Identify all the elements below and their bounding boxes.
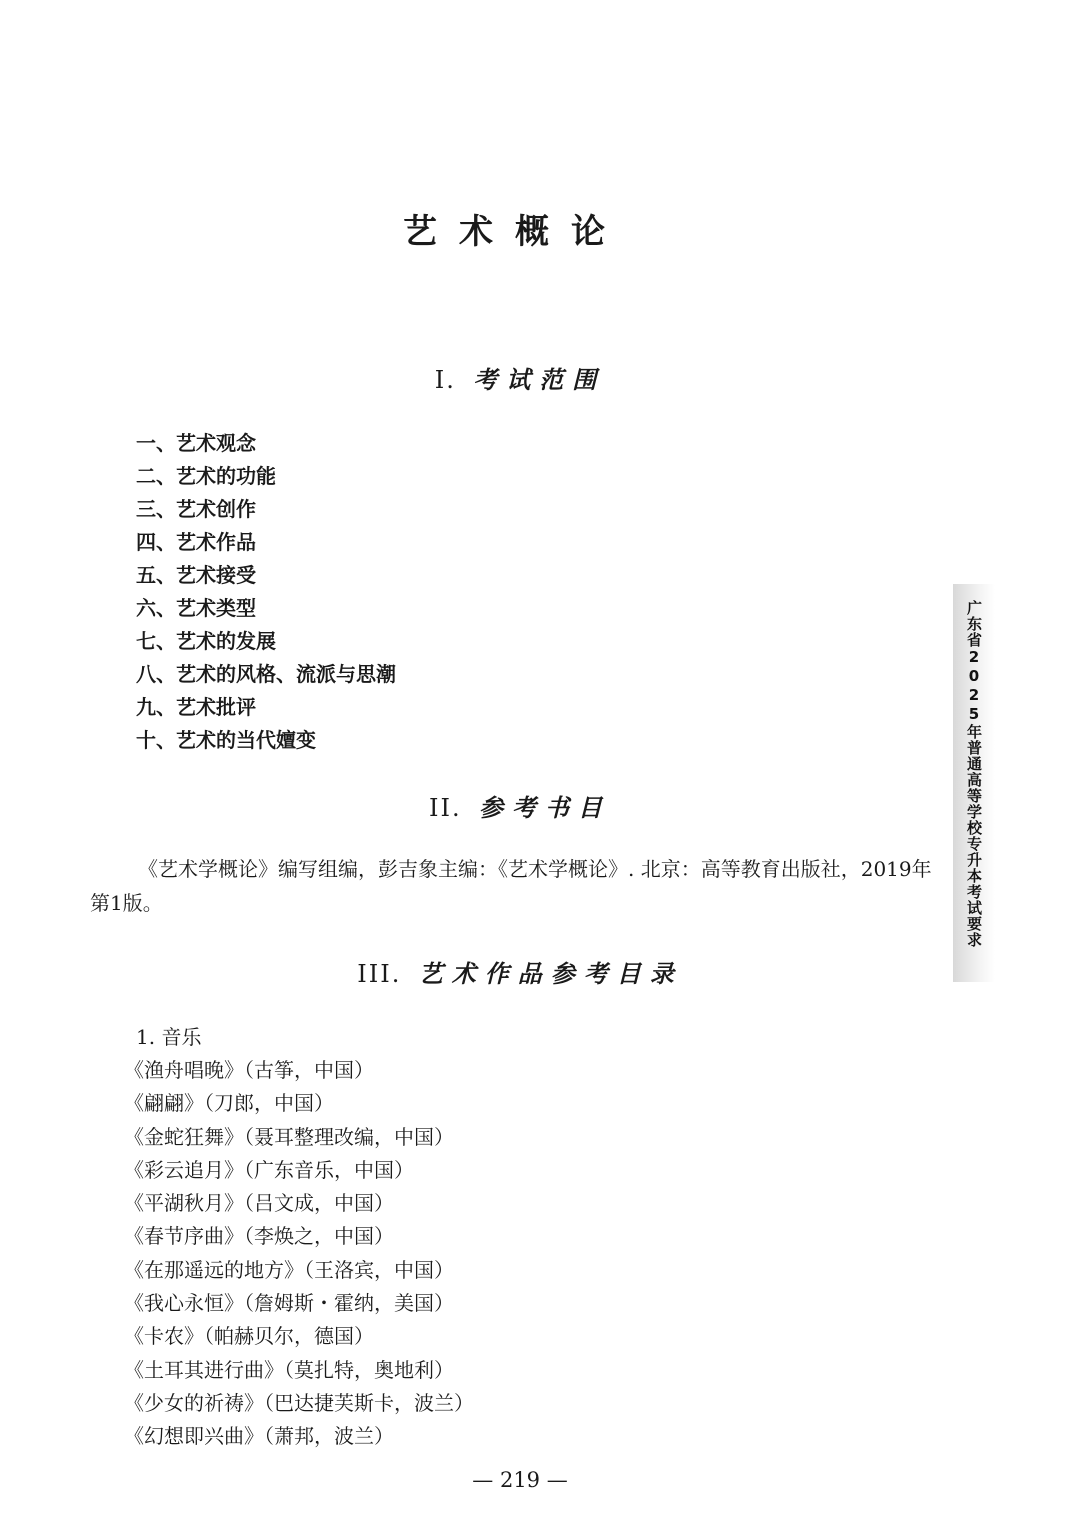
section-heading-artworks xyxy=(0,954,1040,989)
side-tab xyxy=(953,584,995,982)
page-title: 艺术概论 xyxy=(403,212,627,252)
page-number: — 219 — xyxy=(472,1468,568,1492)
artwork-list xyxy=(124,1020,474,1454)
list-item: 《翩翩》（刀郎，中国） xyxy=(124,1091,334,1116)
list-item: 八、艺术的风格、流派与思潮 xyxy=(136,662,396,686)
list-item: 《渔舟唱晚》（古筝，中国） xyxy=(124,1058,374,1082)
section-label: 参考书目 xyxy=(478,793,611,822)
list-item: 十、艺术的当代嬗变 xyxy=(136,728,316,752)
section-heading-exam-scope xyxy=(0,360,1040,395)
list-item: 《金蛇狂舞》（聂耳整理改编，中国） xyxy=(124,1124,454,1149)
section-numeral: II. xyxy=(429,794,462,822)
list-item: 《我心永恒》（詹姆斯・霍纳，美国） xyxy=(124,1291,454,1316)
list-item: 《彩云追月》（广东音乐，中国） xyxy=(124,1157,414,1182)
section-heading-references xyxy=(0,788,1040,823)
list-item: 七、艺术的发展 xyxy=(136,629,276,653)
exam-scope-list xyxy=(136,427,396,757)
list-item: 《在那遥远的地方》（王洛宾，中国） xyxy=(124,1257,454,1282)
section-numeral: III. xyxy=(357,960,402,988)
list-item: 《春节序曲》（李焕之，中国） xyxy=(124,1224,394,1249)
list-item: 二、艺术的功能 xyxy=(136,464,276,488)
artwork-category: 1. 音乐 xyxy=(136,1025,202,1049)
section-numeral: I. xyxy=(434,366,456,394)
list-item: 《平湖秋月》（吕文成，中国） xyxy=(124,1191,394,1216)
list-item: 六、艺术类型 xyxy=(136,596,256,620)
list-item: 《土耳其进行曲》（莫扎特，奥地利） xyxy=(124,1357,454,1382)
list-item: 《幻想即兴曲》（萧邦，波兰） xyxy=(124,1424,394,1449)
side-tab-label: 广东省2025年普通高等学校专升本考试要求 xyxy=(965,600,983,948)
list-item: 三、艺术创作 xyxy=(136,497,256,521)
list-item: 《少女的祈祷》（巴达捷芙斯卡，波兰） xyxy=(124,1390,474,1415)
list-item: 四、艺术作品 xyxy=(136,530,256,554)
section-label: 艺术作品参考目录 xyxy=(418,959,683,988)
list-item: 九、艺术批评 xyxy=(136,695,256,719)
list-item: 《卡农》（帕赫贝尔，德国） xyxy=(124,1324,374,1349)
list-item: 五、艺术接受 xyxy=(136,563,256,587)
reference-entry: 《艺术学概论》编写组编，彭吉象主编：《艺术学概论》. 北京：高等教育出版社，2019年第1版。 xyxy=(90,857,932,915)
list-item: 一、艺术观念 xyxy=(136,431,256,455)
section-label: 考试范围 xyxy=(473,365,606,394)
